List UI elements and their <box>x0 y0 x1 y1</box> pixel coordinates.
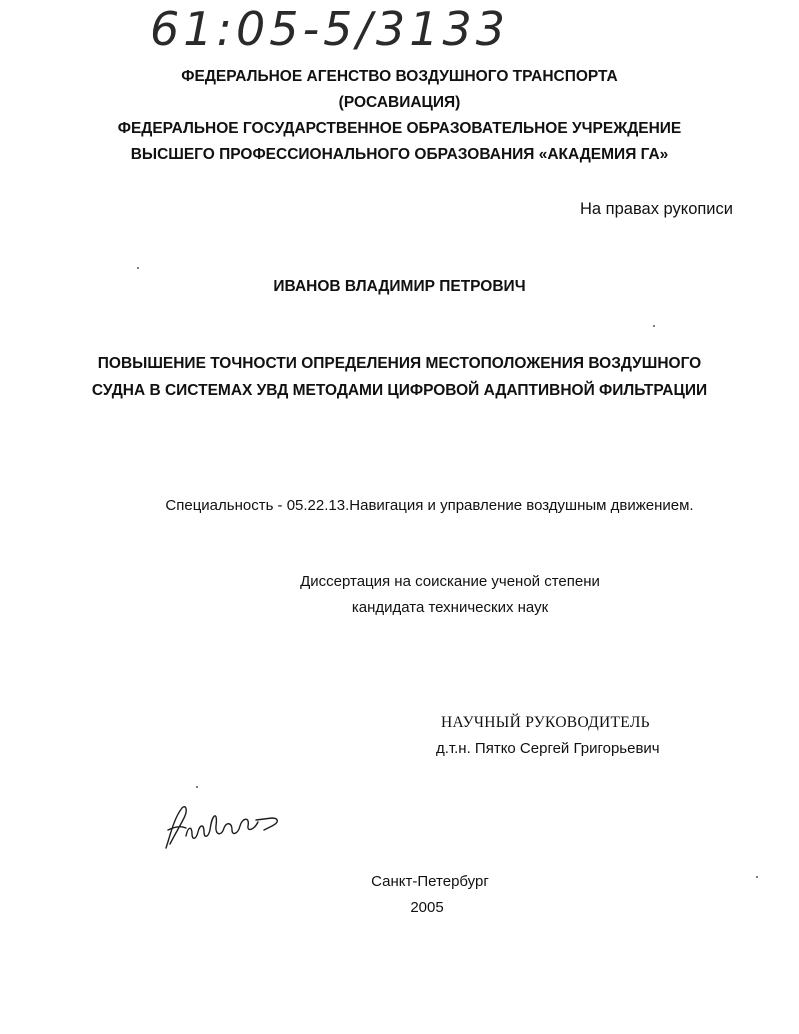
manuscript-note: На правах рукописи <box>580 200 733 218</box>
signature-image <box>160 796 290 856</box>
scan-speck <box>196 786 198 788</box>
advisor-heading: НАУЧНЫЙ РУКОВОДИТЕЛЬ <box>441 714 650 731</box>
agency-short-name: (РОСАВИАЦИЯ) <box>338 94 461 111</box>
author-name: ИВАНОВ ВЛАДИМИР ПЕТРОВИЧ <box>273 278 526 295</box>
city: Санкт-Петербург <box>371 873 489 890</box>
title-line-1: ПОВЫШЕНИЕ ТОЧНОСТИ ОПРЕДЕЛЕНИЯ МЕСТОПОЛОЖЕНИЯ ВОЗДУШНОГО <box>97 355 702 372</box>
scan-speck <box>137 267 139 269</box>
degree-line-2: кандидата технических наук <box>351 599 549 616</box>
institution-line-2: ВЫСШЕГО ПРОФЕССИОНАЛЬНОГО ОБРАЗОВАНИЯ «АКАДЕМИЯ ГА» <box>130 146 669 163</box>
catalog-number: 61:05-5/3133 <box>150 2 509 56</box>
title-line-2: СУДНА В СИСТЕМАХ УВД МЕТОДАМИ ЦИФРОВОЙ АДАПТИВНОЙ ФИЛЬТРАЦИИ <box>91 382 708 399</box>
scan-speck <box>653 325 655 327</box>
scan-speck <box>756 876 758 878</box>
year: 2005 <box>410 899 444 916</box>
advisor-name: д.т.н. Пятко Сергей Григорьевич <box>436 740 660 757</box>
agency-name: ФЕДЕРАЛЬНОЕ АГЕНСТВО ВОЗДУШНОГО ТРАНСПОРТА <box>181 68 618 85</box>
degree-line-1: Диссертация на соискание ученой степени <box>300 573 600 590</box>
institution-line-1: ФЕДЕРАЛЬНОЕ ГОСУДАРСТВЕННОЕ ОБРАЗОВАТЕЛЬНОЕ УЧРЕЖДЕНИЕ <box>117 120 682 137</box>
specialty: Специальность - 05.22.13.Навигация и управление воздушным движением. <box>165 497 694 514</box>
